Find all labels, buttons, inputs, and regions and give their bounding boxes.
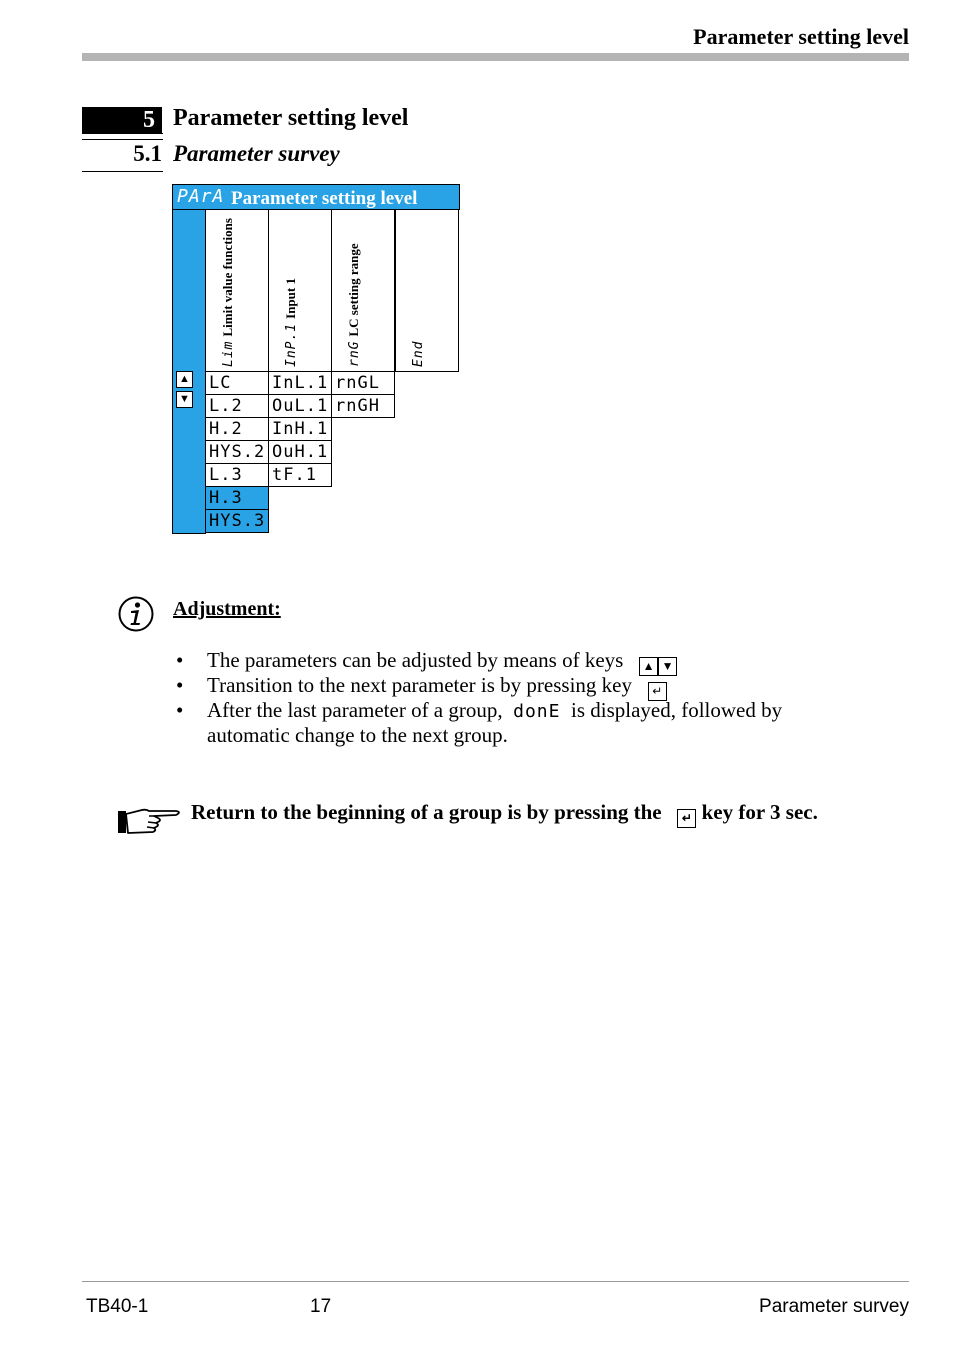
note-text: Return to the beginning of a group is by pressing the bbox=[191, 800, 662, 824]
table-code: PArA bbox=[177, 186, 225, 207]
down-arrow-icon: ▼ bbox=[176, 391, 193, 408]
table-cell: L.2 bbox=[205, 394, 269, 418]
table-cell: rnGL bbox=[331, 371, 395, 395]
section-number: 5 bbox=[82, 107, 162, 133]
header-rule bbox=[82, 53, 909, 61]
list-item bbox=[176, 648, 677, 676]
subsection-title: Parameter survey bbox=[173, 141, 340, 166]
column-code: rnG bbox=[347, 340, 362, 367]
table-cell: InL.1 bbox=[268, 371, 332, 395]
enter-key-icon: ↵ bbox=[677, 809, 696, 828]
table-cell: rnGH bbox=[331, 394, 395, 418]
footer-section: Parameter survey bbox=[759, 1296, 909, 1317]
table-cell: L.3 bbox=[205, 463, 269, 487]
bullet: • bbox=[176, 648, 184, 672]
down-key-icon: ▼ bbox=[658, 657, 677, 676]
table-cell: HYS.3 bbox=[205, 509, 269, 533]
column-header-range bbox=[331, 209, 395, 372]
column-header-label bbox=[282, 278, 300, 367]
column-header-lim bbox=[205, 209, 269, 372]
return-note bbox=[191, 800, 818, 828]
section-rule bbox=[82, 133, 163, 134]
column-code: Lim bbox=[221, 340, 236, 367]
footer-page-number: 17 bbox=[310, 1296, 332, 1317]
table-cell: H.3 bbox=[205, 486, 269, 510]
footer-doc-id: TB40-1 bbox=[86, 1296, 149, 1317]
bullet-text: Transition to the next parameter is by pressing key bbox=[207, 673, 632, 697]
subsection-rule-bottom bbox=[82, 171, 163, 172]
up-arrow-icon: ▲ bbox=[176, 371, 193, 388]
note-text: key for 3 sec. bbox=[701, 800, 818, 824]
column-code: End bbox=[411, 340, 426, 367]
list-item-continuation: automatic change to the next group. bbox=[207, 723, 508, 747]
enter-key-icon: ↵ bbox=[648, 682, 667, 701]
column-label: Limit value functions bbox=[220, 218, 235, 337]
table-cell: HYS.2 bbox=[205, 440, 269, 464]
table-header bbox=[172, 184, 460, 210]
column-header-end bbox=[395, 209, 459, 372]
running-header: Parameter setting level bbox=[693, 24, 909, 49]
list-item bbox=[176, 673, 667, 701]
bullet: • bbox=[176, 673, 184, 697]
bullet-text: After the last parameter of a group, bbox=[207, 698, 503, 722]
column-header-label bbox=[409, 341, 427, 367]
list-item bbox=[176, 698, 782, 723]
column-header-input1 bbox=[268, 209, 332, 372]
column-code: InP.1 bbox=[284, 322, 299, 367]
bullet: • bbox=[176, 698, 184, 722]
subsection-number: 5.1 bbox=[133, 141, 162, 166]
pointing-hand-icon bbox=[116, 805, 184, 837]
subsection-rule-top bbox=[82, 139, 163, 140]
bullet-text: is displayed, followed by bbox=[570, 698, 783, 722]
table-cell: tF.1 bbox=[268, 463, 332, 487]
table-cell: OuL.1 bbox=[268, 394, 332, 418]
column-header-label bbox=[219, 218, 237, 367]
column-label: Input 1 bbox=[283, 278, 298, 319]
info-icon bbox=[118, 596, 154, 632]
adjustment-heading: Adjustment: bbox=[173, 598, 281, 620]
footer-rule bbox=[82, 1281, 909, 1282]
bullet-text: The parameters can be adjusted by means of keys bbox=[207, 648, 624, 672]
done-code: donE bbox=[513, 701, 561, 722]
up-key-icon: ▲ bbox=[639, 657, 658, 676]
column-header-label bbox=[345, 243, 363, 367]
table-title: Parameter setting level bbox=[231, 188, 418, 209]
section-title: Parameter setting level bbox=[173, 105, 409, 131]
table-cell: OuH.1 bbox=[268, 440, 332, 464]
column-label: LC setting range bbox=[346, 243, 361, 337]
table-cell: LC bbox=[205, 371, 269, 395]
table-cell: H.2 bbox=[205, 417, 269, 441]
table-cell: InH.1 bbox=[268, 417, 332, 441]
